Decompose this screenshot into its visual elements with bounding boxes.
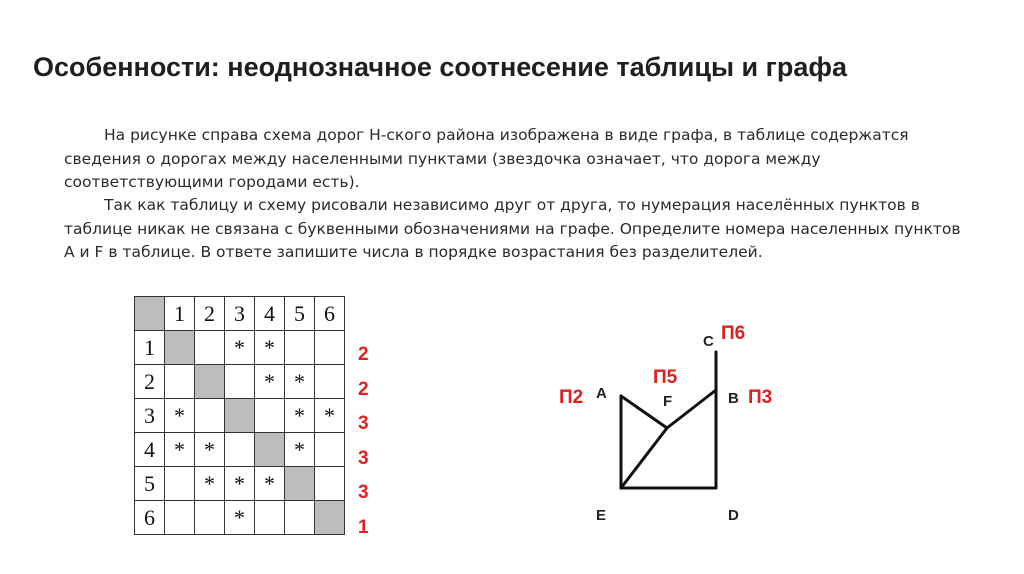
road-graph [540, 310, 800, 530]
col-header: 6 [315, 297, 345, 331]
row-header: 5 [135, 467, 165, 501]
row-header: 2 [135, 365, 165, 399]
table-cell: * [255, 467, 285, 501]
annotation-a: П2 [559, 387, 584, 408]
corner-cell [135, 297, 165, 331]
row-count: 2 [358, 344, 369, 365]
table-cell [165, 501, 195, 535]
row-header: 3 [135, 399, 165, 433]
table-cell [255, 433, 285, 467]
node-label-d: D [728, 507, 739, 524]
table-cell [225, 365, 255, 399]
table-cell [315, 433, 345, 467]
col-header: 5 [285, 297, 315, 331]
table-cell [315, 501, 345, 535]
table-cell [285, 331, 315, 365]
node-label-b: B [728, 390, 739, 407]
annotation-c: П6 [721, 323, 746, 344]
table-cell [195, 501, 225, 535]
row-count: 3 [358, 447, 369, 469]
annotation-f: П5 [653, 367, 678, 388]
table-row [135, 399, 345, 433]
table-cell: * [285, 433, 315, 467]
table-row [135, 433, 345, 467]
table-cell [255, 399, 285, 433]
table-cell [195, 399, 225, 433]
row-header: 1 [135, 331, 165, 365]
table-cell [315, 331, 345, 365]
table-cell: * [165, 433, 195, 467]
page-title: Особенности: неоднозначное соотнесение таблицы и графа [33, 52, 848, 82]
table-cell [165, 365, 195, 399]
table-cell [195, 365, 225, 399]
edge-a-f [621, 396, 667, 428]
row-count: 3 [358, 482, 369, 503]
adjacency-table [134, 296, 345, 535]
table-cell [285, 467, 315, 501]
table-cell: * [315, 399, 345, 433]
paragraph-task: Так как таблицу и схему рисовали независимо друг от друга, то нумерация населённых пунктов в таблице никак не связана с буквенными обозначениями на графе. Определите номера населенных пунктов A и F в таблице. В ответе запишите числа в порядке возрастания без разделителей. [64, 196, 961, 261]
table-cell [165, 331, 195, 365]
table-cell: * [165, 399, 195, 433]
table-cell [195, 331, 225, 365]
table-cell [225, 399, 255, 433]
table-cell: * [285, 365, 315, 399]
node-label-f: F [663, 393, 673, 410]
row-count: 1 [358, 516, 369, 538]
table-cell [225, 433, 255, 467]
table-cell: * [225, 467, 255, 501]
col-header: 1 [165, 297, 195, 331]
table-header-row [135, 297, 345, 331]
table-cell: * [195, 433, 225, 467]
table-cell: * [255, 331, 285, 365]
table-cell [285, 501, 315, 535]
annotation-b: П3 [748, 387, 773, 408]
table-cell: * [225, 331, 255, 365]
row-header: 6 [135, 501, 165, 535]
table-row [135, 331, 345, 365]
col-header: 2 [195, 297, 225, 331]
table-row [135, 467, 345, 501]
row-count: 2 [358, 378, 369, 400]
node-label-a: A [596, 385, 607, 402]
table-cell [255, 501, 285, 535]
node-label-c: C [703, 333, 714, 350]
table-cell: * [285, 399, 315, 433]
edge-f-e [621, 428, 667, 488]
table-cell: * [225, 501, 255, 535]
table-cell [165, 467, 195, 501]
row-counts [358, 338, 369, 545]
table-cell [315, 467, 345, 501]
table-row [135, 501, 345, 535]
row-count: 3 [358, 413, 369, 434]
row-header: 4 [135, 433, 165, 467]
table-cell [315, 365, 345, 399]
col-header: 3 [225, 297, 255, 331]
table-cell: * [195, 467, 225, 501]
paragraph-intro: На рисунке справа схема дорог Н-ского района изображена в виде графа, в таблице содержатся сведения о дорогах между населенными пунктами (звездочка означает, что дорога между соответствующими городами есть). [64, 126, 909, 191]
table-row [135, 365, 345, 399]
node-label-e: E [596, 507, 607, 524]
table-cell: * [255, 365, 285, 399]
edge-f-b [667, 390, 716, 428]
col-header: 4 [255, 297, 285, 331]
